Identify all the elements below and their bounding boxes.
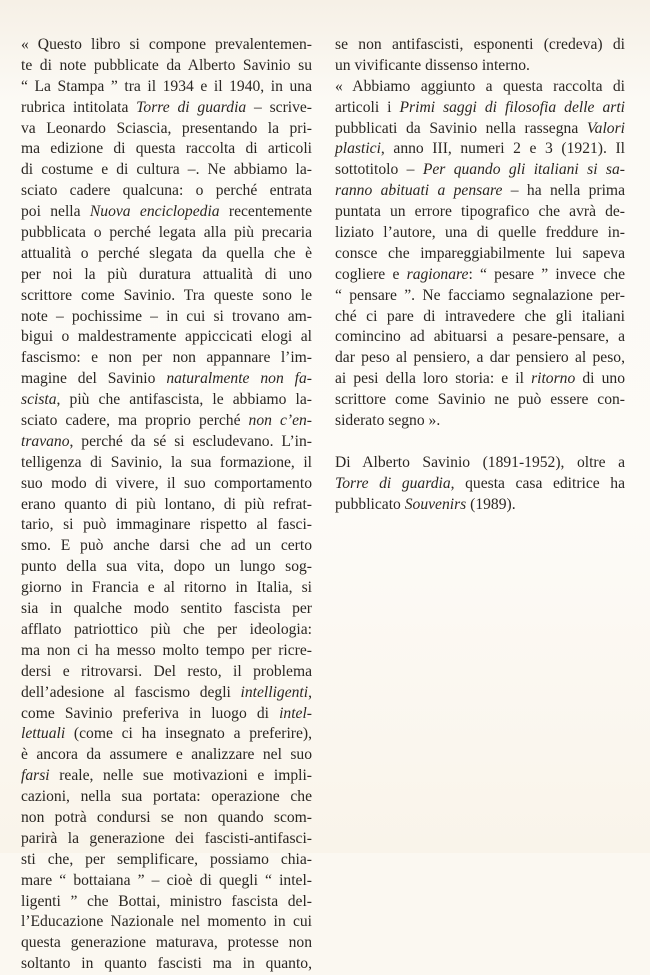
text-run: sti che, per semplificare, possiamo chia- <box>21 850 312 868</box>
text-line <box>21 244 312 265</box>
text-run: note – pochissime – in cui si trovano am- <box>21 307 312 325</box>
text-line <box>21 327 312 348</box>
text-run: fascismo: e non per non appannare l’im- <box>21 349 312 367</box>
text-run: « Questo libro si compone prevalentemen- <box>21 36 312 53</box>
text-run: dar peso al pensiero, a dar pensiero al peso, <box>335 349 625 367</box>
text-line <box>335 139 625 160</box>
text-run: tario, si può immaginare rispetto al fasci- <box>21 516 312 534</box>
text-run: , perché da sé si escludevano. L’in- <box>69 432 312 450</box>
text-run: è ancora da assumere e analizzare nel suo <box>21 746 312 764</box>
text-run: « Abbiamo aggiunto a questa raccolta di <box>335 77 625 95</box>
italic-text: intel- <box>279 704 312 722</box>
paragraph-added-essays <box>335 77 625 432</box>
text-line <box>21 56 312 77</box>
text-line <box>335 244 625 265</box>
text-run: attualità o perché slegata da quella che è <box>21 244 312 262</box>
text-line <box>335 181 625 202</box>
text-line <box>21 892 312 913</box>
text-run: , anno III, numeri 2 e 3 (1921). Il <box>380 140 625 158</box>
text-line <box>21 808 312 829</box>
text-line <box>21 933 312 954</box>
text-run: poi nella <box>21 203 90 221</box>
text-run: : “ pesare ” invece che <box>468 265 625 283</box>
text-line <box>21 223 312 244</box>
text-line <box>335 390 625 411</box>
text-line <box>21 557 312 578</box>
text-line <box>335 56 625 77</box>
text-line <box>21 954 312 975</box>
italic-text: naturalmente non fa- <box>166 370 312 388</box>
text-line <box>335 453 625 474</box>
text-run: mare “ bottaiana ” – cioè di quegli “ intel- <box>21 871 312 889</box>
text-run: (1989). <box>466 495 516 513</box>
text-run: ligenti ” che Bottai, ministro fascista del- <box>21 892 312 910</box>
text-line <box>335 223 625 244</box>
italic-text: intelligenti <box>240 683 309 701</box>
text-run: magine del Savinio <box>21 370 167 388</box>
text-run: punto della sua vita, dopo un lungo sog- <box>21 558 312 576</box>
text-run: ai pesi della loro storia: e il <box>335 370 532 388</box>
paragraph-gap <box>335 432 625 453</box>
italic-text: Valori <box>586 119 625 137</box>
text-run: cazioni, nella sua portata: operazione che <box>21 788 312 806</box>
text-run: questa generazione maturava, protesse non <box>21 934 312 952</box>
text-line <box>21 766 312 787</box>
text-run: pubblicato <box>335 495 405 513</box>
text-line <box>21 871 312 892</box>
text-run: te di note pubblicate da Alberto Savinio su <box>21 56 312 74</box>
text-line <box>21 787 312 808</box>
text-run: soltanto in quanto fascisti ma in quanto, <box>21 955 312 973</box>
text-run: dersi e ritrovarsi. Del resto, il problema <box>21 662 312 680</box>
text-line <box>21 432 312 453</box>
text-line <box>21 912 312 933</box>
text-run: bigui o maldestramente appiccicati elogi al <box>21 328 312 346</box>
text-run: giorno in Francia e al ritorno in Italia, si <box>21 579 312 597</box>
text-line <box>21 390 312 411</box>
text-run: dell’adesione al fascismo degli <box>21 683 241 701</box>
text-run: “ La Stampa ” tra il 1934 e il 1940, in una <box>21 77 312 95</box>
text-run: scrittore come Savinio. Tra queste sono le <box>21 286 312 304</box>
text-run: sciato cadere, ma proprio perché <box>21 412 249 430</box>
text-line <box>21 348 312 369</box>
text-line <box>21 704 312 725</box>
italic-text: ragionare <box>406 265 469 283</box>
italic-text: lettuali <box>21 725 66 743</box>
text-line <box>21 745 312 766</box>
italic-text: farsi <box>21 767 50 785</box>
text-line <box>21 411 312 432</box>
text-run: sia in qualche modo sentito fascista per <box>21 600 312 618</box>
text-run: articoli i <box>335 98 400 116</box>
text-line <box>21 683 312 704</box>
text-line <box>335 369 625 390</box>
text-run: di uno <box>575 370 625 388</box>
italic-text: Souvenirs <box>404 495 467 513</box>
text-line <box>21 98 312 119</box>
text-line <box>21 265 312 286</box>
text-run: afflato patriottico più che per ideologia: <box>21 620 312 638</box>
text-line <box>21 536 312 557</box>
text-run: ma non ci ha messo molto tempo per ricre- <box>21 641 312 659</box>
text-run: scrittore come Savinio ne può essere con- <box>335 391 625 409</box>
text-run: , più che antifascista, le abbiamo la- <box>56 391 312 409</box>
text-line <box>335 286 625 307</box>
text-line <box>21 515 312 536</box>
italic-text: Torre di guardia <box>136 98 247 116</box>
text-line <box>21 641 312 662</box>
text-run: ché ci pare di intravedere che gli italiani <box>335 307 625 325</box>
italic-text: Nuova enciclopedia <box>89 203 220 221</box>
text-run: siderato segno ». <box>335 412 441 430</box>
text-run: per noi la più duratura attualità di uno <box>21 265 312 283</box>
text-run: comincino ad abituarsi a pesare-pensare, a <box>335 328 625 346</box>
text-run: parirà la generazione dei fascisti-antifasci- <box>21 829 312 847</box>
text-run: l’Educazione Nazionale nel momento in cui <box>21 913 312 931</box>
text-line <box>335 202 625 223</box>
text-line <box>335 348 625 369</box>
text-line <box>335 160 625 181</box>
italic-text: ranno abituati a pensare <box>335 182 503 200</box>
text-run: (come ci ha insegnato a preferire), <box>65 725 312 743</box>
text-line <box>21 119 312 140</box>
text-line <box>21 160 312 181</box>
text-run: – scrive- <box>246 98 312 116</box>
paragraph-continuation <box>335 35 625 77</box>
text-line <box>21 307 312 328</box>
italic-text: non c’en- <box>248 412 312 430</box>
text-line <box>335 35 625 56</box>
text-run: di costume e di cultura –. Ne abbiamo la- <box>21 161 312 179</box>
text-line <box>21 662 312 683</box>
text-run: rubrica intitolata <box>21 98 137 116</box>
text-run: ma edizione di questa raccolta di articoli <box>21 140 312 158</box>
text-run: sottotitolo – <box>335 161 423 179</box>
text-line <box>21 286 312 307</box>
text-line <box>21 724 312 745</box>
text-line <box>21 474 312 495</box>
italic-text: Primi saggi di filosofia delle arti <box>399 98 626 116</box>
text-run: va Leonardo Sciascia, presentando la pri- <box>21 119 312 137</box>
text-line <box>335 119 625 140</box>
text-line <box>335 411 625 432</box>
text-line <box>21 453 312 474</box>
text-run: sciato cadere qualcuna: o perché entrata <box>21 182 312 200</box>
italic-text: scista <box>21 391 57 409</box>
text-run: , <box>308 683 312 701</box>
text-line <box>21 77 312 98</box>
text-line <box>21 139 312 160</box>
text-line <box>21 369 312 390</box>
text-run: non potrà condursi se non quando scom- <box>21 808 312 826</box>
paragraph-author-note <box>335 453 625 516</box>
text-line <box>335 474 625 495</box>
text-line <box>21 599 312 620</box>
text-run: “ pensare ”. Ne facciamo segnalazione per- <box>335 286 625 304</box>
text-run: un vivificante dissenso interno. <box>335 56 530 74</box>
text-run: recentemente <box>219 203 313 221</box>
text-line <box>21 495 312 516</box>
text-line <box>21 202 312 223</box>
right-column <box>335 35 625 515</box>
italic-text: Torre di guardia <box>335 474 451 492</box>
text-line <box>335 77 625 98</box>
text-run: cogliere e <box>335 265 407 283</box>
text-run: suo modo di vivere, il suo comportamento <box>21 474 312 492</box>
text-line <box>335 98 625 119</box>
text-run: consce che impareggiabilmente lui sapeva <box>335 244 625 262</box>
text-run: , questa casa editrice ha <box>450 474 625 492</box>
text-run: smo. E può anche darsi che ad un certo <box>21 537 312 555</box>
left-column <box>21 35 312 975</box>
text-line <box>21 620 312 641</box>
text-line <box>21 35 312 56</box>
text-run: pubblicati da Savinio nella rassegna <box>335 119 587 137</box>
italic-text: ritorno <box>531 370 576 388</box>
text-run: liziato l’autore, una di quelle freddure in- <box>335 224 625 242</box>
italic-text: Per quando gli italiani si sa- <box>422 161 625 179</box>
text-run: come Savinio preferiva in luogo di <box>21 704 280 722</box>
text-run: Di Alberto Savinio (1891-1952), oltre a <box>335 453 625 471</box>
italic-text: plastici <box>335 140 381 158</box>
text-line <box>335 495 625 516</box>
text-line <box>335 327 625 348</box>
text-line <box>21 181 312 202</box>
text-run: puntata un errore tipografico che avrà de- <box>335 203 625 221</box>
text-line <box>335 265 625 286</box>
text-line <box>21 829 312 850</box>
text-run: reale, nelle sue motivazioni e impli- <box>49 767 312 785</box>
text-run: telligenza di Savinio, la sua formazione, il <box>21 453 312 471</box>
text-run: pubblicata o perché legata alla più precaria <box>21 224 312 242</box>
italic-text: travano <box>21 432 70 450</box>
text-line <box>335 307 625 328</box>
text-run: – ha nella prima <box>502 182 625 200</box>
text-line <box>21 578 312 599</box>
text-run: se non antifascisti, esponenti (credeva) di <box>335 36 625 53</box>
text-run: erano quanto di più lontano, di più refrat- <box>21 495 312 513</box>
